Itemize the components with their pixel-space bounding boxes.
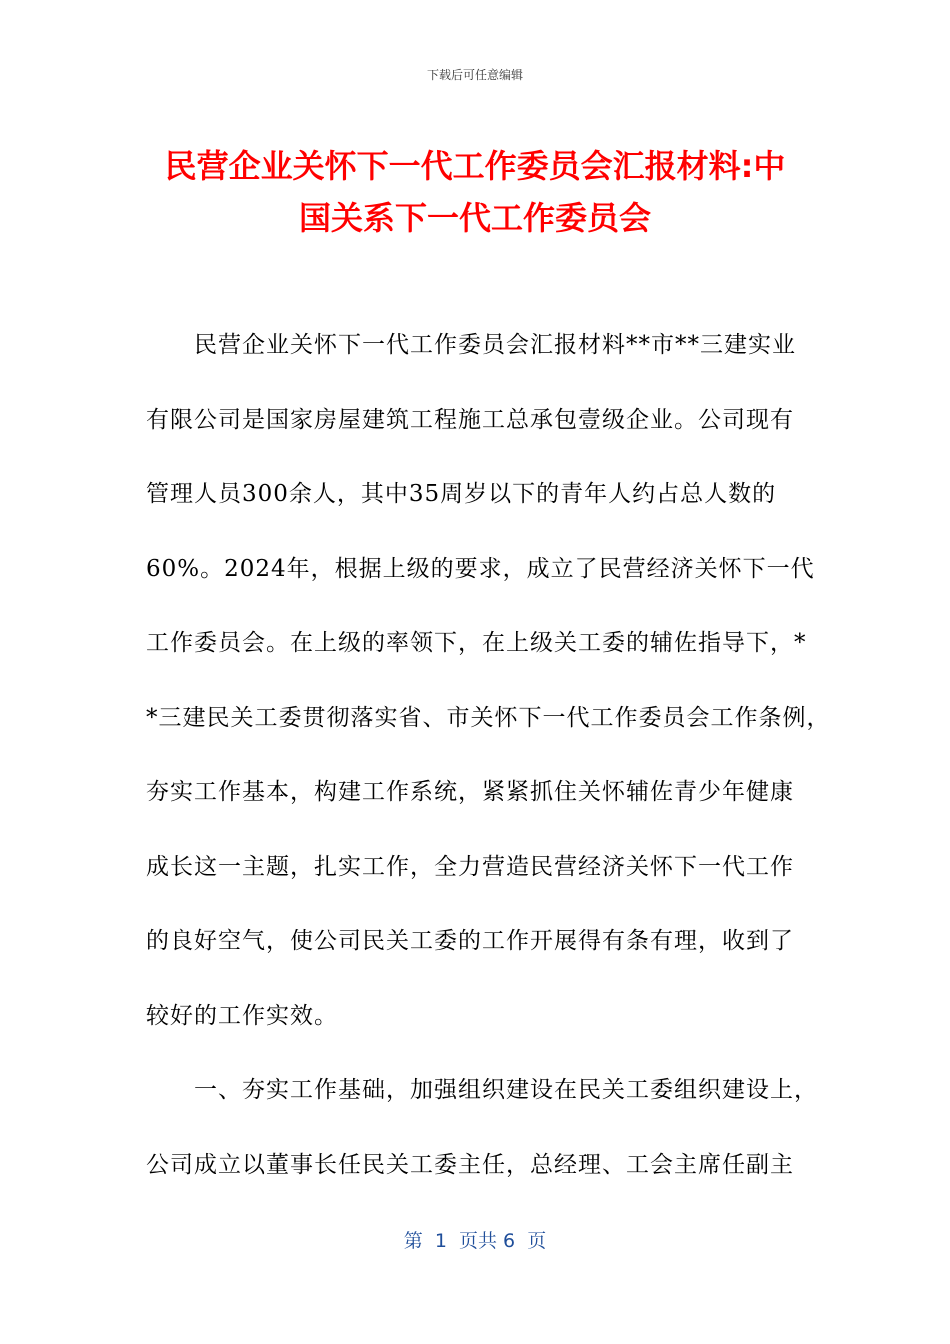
title-line-2: 国关系下一代工作委员会 [298, 199, 651, 237]
body-line: 60%。2024年，根据上级的要求，成立了民营经济关怀下一代 [146, 555, 815, 582]
body-line: *三建民关工委贯彻落实省、市关怀下一代工作委员会工作条例， [146, 704, 831, 731]
body-line: 一、夯实工作基础，加强组织建设在民关工委组织建设上， [146, 1077, 818, 1103]
body-line: 的良好空气，使公司民关工委的工作开展得有条有理，收到了 [146, 928, 794, 954]
body-line: 民营企业关怀下一代工作委员会汇报材料**市**三建实业 [146, 332, 796, 358]
body-line: 较好的工作实效。 [146, 1002, 338, 1029]
header-note: 下载后可任意编辑 [426, 68, 523, 82]
body-line: 工作委员会。在上级的率领下，在上级关工委的辅佐指导下，* [146, 630, 807, 656]
body-line: 夯实工作基本，构建工作系统，紧紧抓住关怀辅佐青少年健康 [146, 779, 794, 805]
document-title [130, 140, 820, 244]
body-line: 成长这一主题，扎实工作，全力营造民营经济关怀下一代工作 [146, 853, 794, 880]
body-line: 公司成立以董事长任民关工委主任，总经理、工会主席任副主 [146, 1151, 794, 1178]
body-line: 管理人员300余人，其中35周岁以下的青年人约占总人数的 [146, 481, 777, 507]
page-number: 第 1 页共 6 页 [403, 1230, 547, 1252]
title-line-1: 民营企业关怀下一代工作委员会汇报材料:中 [164, 147, 786, 185]
document-body [146, 316, 831, 1210]
body-line: 有限公司是国家房屋建筑工程施工总承包壹级企业。公司现有 [146, 406, 794, 433]
